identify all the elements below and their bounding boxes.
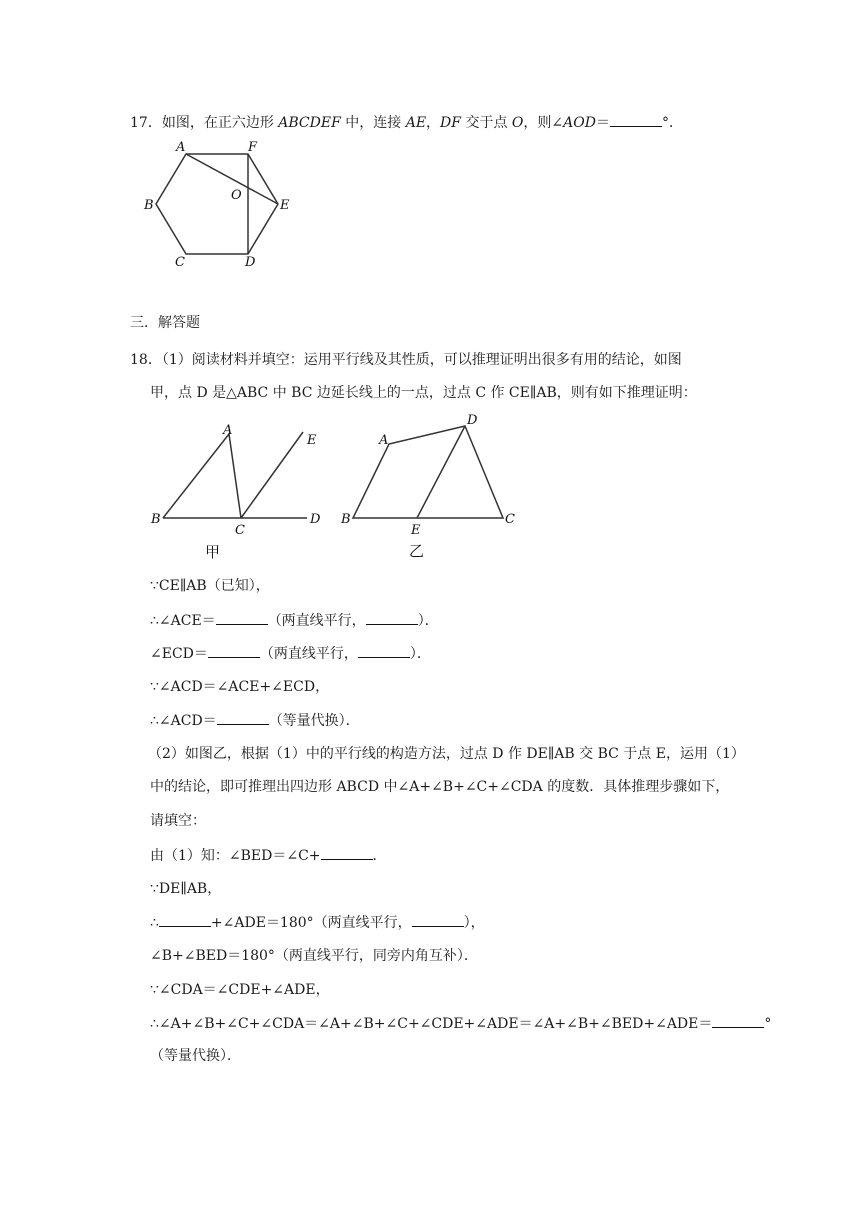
q17-answer-blank[interactable] bbox=[610, 112, 662, 127]
proof1-step5 bbox=[150, 710, 360, 731]
q17-text-part: ， bbox=[426, 115, 441, 131]
label-d: D bbox=[245, 255, 256, 270]
label-a: A bbox=[223, 423, 233, 438]
q17-text-part: ＝ bbox=[595, 115, 610, 131]
q17-hexagon-figure bbox=[140, 138, 300, 272]
quadrilateral-abcd bbox=[353, 426, 503, 518]
q18-p2-line2: 中的结论，即可推理出四边形 ABCD 中∠A+∠B+∠C+∠CDA 的度数．具体推理步骤如下， bbox=[150, 779, 730, 795]
label-c: C bbox=[235, 523, 245, 538]
hexagon-outline bbox=[156, 154, 278, 254]
caption-yi: 乙 bbox=[409, 542, 425, 560]
q18-p1-line2: 甲，点 D 是△ABC 中 BC 边延长线上的一点，过点 C 作 CE∥AB，则有如下推理证明： bbox=[150, 385, 697, 401]
blank-sum[interactable] bbox=[712, 1013, 764, 1028]
step-text: ° bbox=[764, 1016, 772, 1032]
q17-text-part: 17．如图，在正六边形 bbox=[130, 115, 279, 131]
section-title: 三．解答题 bbox=[130, 315, 200, 331]
step-text: +∠ADE＝180°（两直线平行， bbox=[210, 915, 412, 931]
proof2-step5: ∵∠CDA＝∠CDE+∠ADE， bbox=[150, 982, 330, 998]
label-b: B bbox=[151, 512, 161, 527]
step-text: 由（1）知：∠BED＝∠C+ bbox=[150, 848, 321, 864]
label-o: O bbox=[231, 188, 242, 203]
label-c: C bbox=[175, 255, 185, 270]
label-f: F bbox=[248, 140, 258, 155]
step-text: （两直线平行， bbox=[259, 646, 358, 662]
blank-reason-ace[interactable] bbox=[366, 610, 418, 625]
step-text: ）， bbox=[463, 915, 485, 931]
proof1-step1: ∵CE∥AB（已知）， bbox=[150, 578, 270, 594]
label-a: A bbox=[379, 433, 389, 448]
q17-angle-aod: AOD bbox=[563, 115, 596, 131]
label-c: C bbox=[505, 512, 515, 527]
q17-hexagon-name: ABCDEF bbox=[278, 115, 341, 131]
q17-text-part: 中，连接 bbox=[340, 115, 406, 131]
q17-text-part: °． bbox=[661, 115, 683, 131]
step-text: ∴∠ACD＝ bbox=[150, 713, 217, 729]
blank-reason-ade[interactable] bbox=[412, 912, 464, 927]
triangle-sides bbox=[163, 434, 241, 518]
segment-de bbox=[417, 426, 465, 518]
step-text: （两直线平行， bbox=[267, 613, 366, 629]
step-text: ）． bbox=[409, 646, 431, 662]
blank-reason-ecd[interactable] bbox=[358, 643, 410, 658]
blank-ecd[interactable] bbox=[208, 643, 260, 658]
proof2-step7: （等量代换）． bbox=[150, 1048, 241, 1064]
caption-jia: 甲 bbox=[205, 543, 221, 561]
step-text: ∴∠A+∠B+∠C+∠CDA＝∠A+∠B+∠C+∠CDE+∠ADE＝∠A+∠B+∠BED+∠ADE＝ bbox=[150, 1016, 713, 1032]
figure-yi bbox=[335, 410, 525, 562]
proof2-step4: ∠B+∠BED＝180°（两直线平行，同旁内角互补）． bbox=[150, 948, 478, 964]
q17-segment-df: DF bbox=[440, 115, 461, 131]
label-e: E bbox=[307, 433, 317, 448]
proof2-step1 bbox=[150, 845, 387, 866]
step-text: ∴ bbox=[150, 915, 159, 931]
proof1-step2 bbox=[150, 610, 439, 631]
step-text: ）． bbox=[417, 613, 439, 629]
q18-p2-line1: （2）如图乙，根据（1）中的平行线的构造方法，过点 D 作 DE∥AB 交 BC 于点 E，运用（1） bbox=[148, 746, 745, 762]
proof2-step6 bbox=[150, 1013, 771, 1034]
q17-point-o: O bbox=[511, 115, 524, 131]
label-e: E bbox=[280, 198, 290, 213]
figure-jia bbox=[145, 418, 335, 566]
step-text: ∠ECD＝ bbox=[150, 646, 208, 662]
blank-bed[interactable] bbox=[321, 845, 373, 860]
label-a: A bbox=[176, 140, 186, 155]
q18-p2-line3: 请填空： bbox=[150, 813, 206, 829]
step-text: ∴∠ACE＝ bbox=[150, 613, 216, 629]
q17-text-part: ，则∠ bbox=[523, 115, 564, 131]
proof2-step3 bbox=[150, 912, 485, 933]
label-b: B bbox=[144, 198, 154, 213]
blank-acd[interactable] bbox=[217, 710, 269, 725]
label-d: D bbox=[310, 512, 321, 527]
label-b: B bbox=[341, 512, 351, 527]
q17-text-part: 交于点 bbox=[461, 115, 512, 131]
q17-text bbox=[130, 112, 683, 133]
blank-ace[interactable] bbox=[216, 610, 268, 625]
proof1-step4: ∵∠ACD＝∠ACE+∠ECD， bbox=[150, 679, 330, 695]
label-d: D bbox=[467, 413, 478, 428]
proof2-step2: ∵DE∥AB， bbox=[150, 881, 222, 897]
proof1-step3 bbox=[150, 643, 431, 664]
q18-p1-line1: 18．（1）阅读材料并填空：运用平行线及其性质，可以推理证明出很多有用的结论，如图 bbox=[130, 352, 682, 368]
step-text: （等量代换）． bbox=[268, 713, 360, 729]
segment-ce bbox=[241, 432, 303, 518]
label-e: E bbox=[411, 523, 421, 538]
q17-segment-ae: AE bbox=[405, 115, 427, 131]
blank-angle[interactable] bbox=[159, 912, 211, 927]
step-text: ． bbox=[372, 848, 387, 864]
